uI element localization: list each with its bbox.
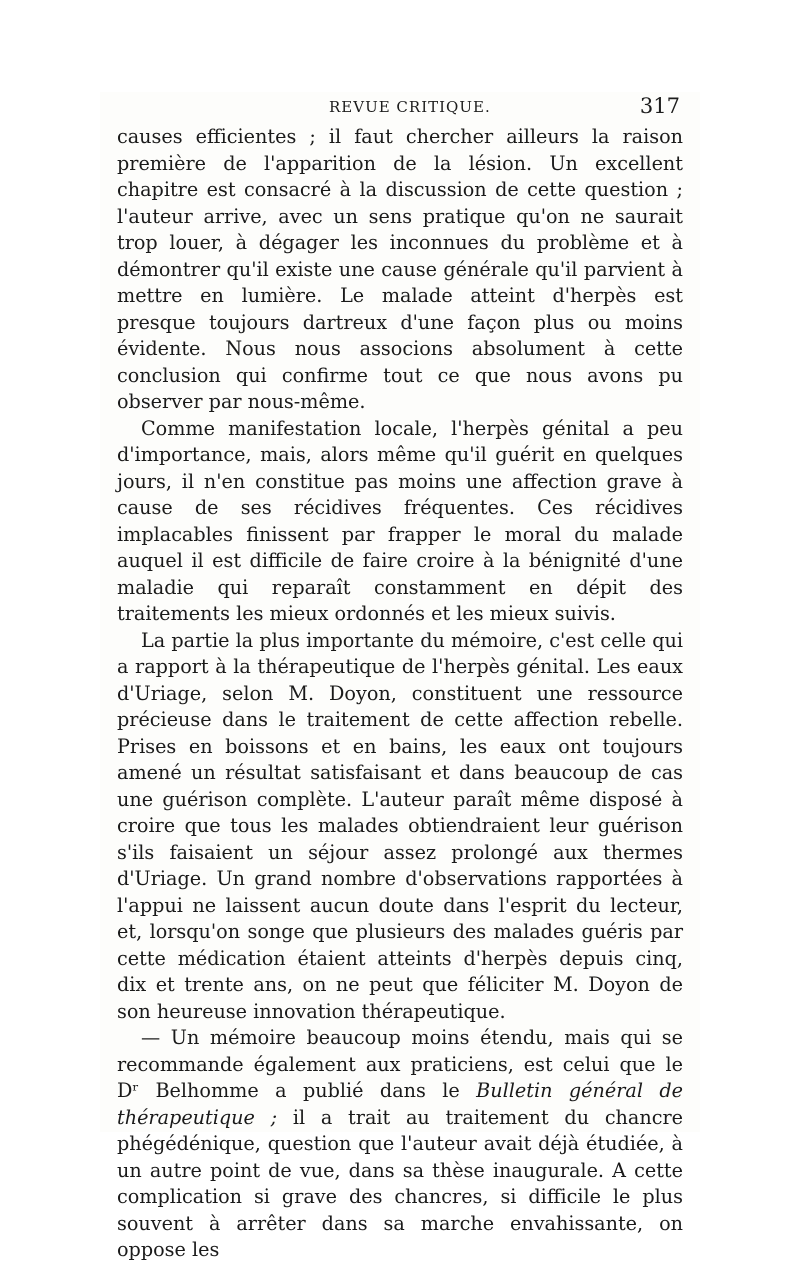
paragraph-4 <box>117 1025 683 1264</box>
paragraph-3: La partie la plus importante du mémoire, c'est celle qui a rapport à la thérapeutique de l'herpès génital. Les eaux d'Uriage, selon M. Doyon, constituent une ressource précieuse dans le traitement de cette affection rebelle. Prises en boissons et en bains, les eaux ont toujours amené un résultat satisfaisant et dans beaucoup de cas une guérison complète. L'auteur paraît même disposé à croire que tous les malades obtiendraient leur guérison s'ils faisaient un séjour assez prolongé aux thermes d'Uriage. Un grand nombre d'observations rapportées à l'appui ne laissent aucun doute dans l'esprit du lecteur, et, lorsqu'on songe que plusieurs des malades guéris par cette médication étaient atteints d'herpès depuis cinq, dix et trente ans, on ne peut que féliciter M. Doyon de son heureuse innovation thérapeutique. <box>117 628 683 1023</box>
paragraph-1: causes efficientes ; il faut chercher ailleurs la raison première de l'apparition de la lésion. Un excellent chapitre est consacré à la discussion de cette question ; l'auteur arrive, avec un sens pratique qu'on ne saurait trop louer, à dégager les inconnues du problème et à démontrer qu'il existe une cause générale qu'il parvient à mettre en lumière. Le malade atteint d'herpès est presque toujours dartreux d'une façon plus ou moins évidente. Nous nous associons absolument à cette conclusion qui confirme tout ce que nous avons pu observer par nous-même. <box>117 125 683 413</box>
paragraph-2: Comme manifestation locale, l'herpès génital a peu d'importance, mais, alors même qu'il guérit en quelques jours, il n'en constitue pas moins une affection grave à cause de ses récidives fréquentes. Ces récidives implacables finissent par frapper le moral du malade auquel il est difficile de faire croire à la bénignité d'une maladie qui reparaît constamment en dépit des traitements les mieux ordonnés et les mieux suivis. <box>117 416 683 625</box>
page-header <box>116 94 682 122</box>
paragraph-4-text-after: il a trait au traitement du chancre phégédénique, question que l'auteur avait déjà étudiée, à un autre point de vue, dans sa thèse inaugurale. A cette complication si grave des chancres, si difficile le plus souvent à arrêter dans sa marche envahissante, on oppose les <box>117 1105 683 1261</box>
page-number: 317 <box>639 94 680 118</box>
journal-title: Bulletin général de thérapeutique ; <box>117 1079 683 1129</box>
running-title: REVUE CRITIQUE. <box>329 98 491 116</box>
paragraph-4-text-before: — Un mémoire beaucoup moins étendu, mais qui se recommande également aux praticiens, est celui que le Dʳ Belhomme a publié dans le <box>117 1026 683 1102</box>
body-text <box>117 124 683 1264</box>
